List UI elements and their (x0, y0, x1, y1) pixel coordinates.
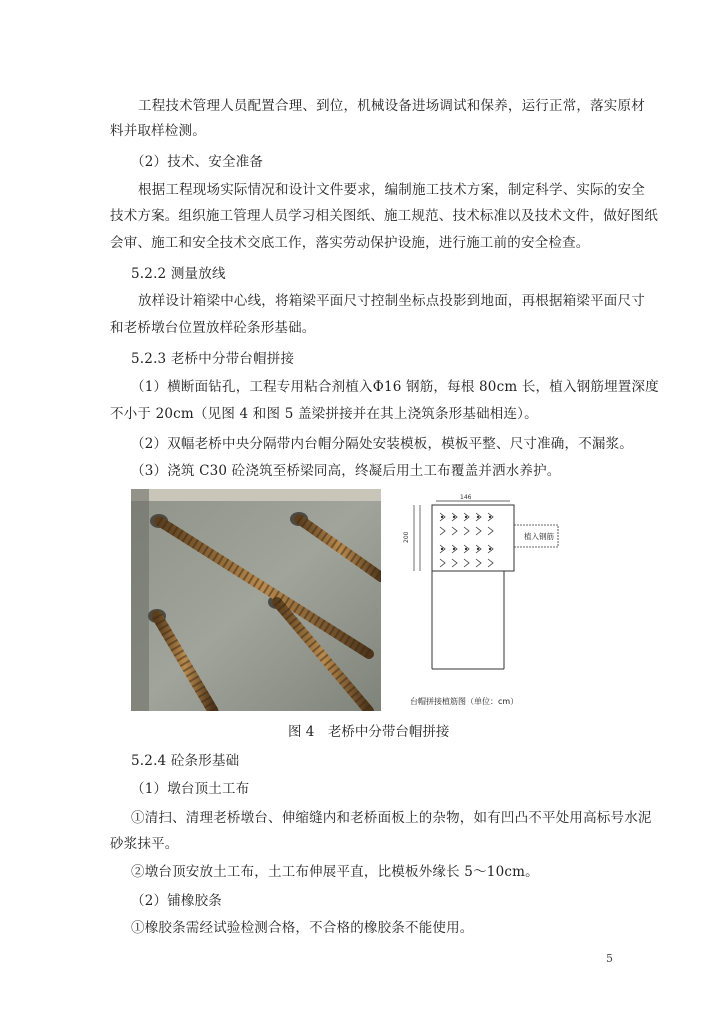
paragraph-line: （3）浇筑 C30 砼浇筑至桥梁同高，终凝后用土工布覆盖并洒水养护。 (131, 463, 561, 479)
section-heading: （1）墩台顶土工布 (131, 781, 250, 797)
section-heading: 5.2.3 老桥中分带台帽拼接 (131, 351, 295, 367)
paragraph-line: 放样设计箱梁中心线，将箱梁平面尺寸控制坐标点投影到地面，再根据箱梁平面尺寸 (138, 293, 645, 309)
section-heading: （2）铺橡胶条 (131, 893, 222, 909)
diagram-dim-side: 200 (403, 531, 410, 543)
figure-caption: 图 4 老桥中分带台帽拼接 (288, 724, 450, 740)
rebar-photo (131, 489, 381, 711)
paragraph-line: 工程技术管理人员配置合理、到位，机械设备进场调试和保养，运行正常，落实原材 (138, 98, 645, 114)
paragraph-line: ①清扫、清理老桥墩台、伸缩缝内和老桥面板上的杂物，如有凹凸不平处用高标号水泥 (131, 810, 652, 826)
paragraph-line: 技术方案。组织施工管理人员学习相关图纸、施工规范、技术标准以及技术文件，做好图纸 (110, 208, 658, 224)
paragraph-line: ②墩台顶安放土工布，土工布伸展平直，比模板外缘长 5～10cm。 (131, 864, 539, 880)
section-heading: 5.2.4 砼条形基础 (131, 753, 240, 769)
paragraph-line: 不小于 20cm（见图 4 和图 5 盖梁拼接并在其上浇筑条形基础相连）。 (110, 406, 538, 422)
section-heading: 5.2.2 测量放线 (131, 266, 226, 282)
paragraph-line: （2）双幅老桥中央分隔带内台帽分隔处安装模板，模板平整、尺寸准确，不漏浆。 (131, 436, 633, 452)
paragraph-line: 和老桥墩台位置放样砼条形基础。 (110, 320, 316, 336)
section-heading: （2）技术、安全准备 (131, 154, 264, 170)
diagram-label: 植入钢筋 (524, 532, 554, 541)
page-number: 5 (606, 952, 613, 965)
paragraph-line: 料并取样检测。 (110, 123, 206, 139)
diagram-dim-top: 146 (460, 494, 472, 501)
paragraph-line: ①橡胶条需经试验检测合格，不合格的橡胶条不能使用。 (131, 920, 474, 936)
rebar-layout-diagram (398, 489, 583, 711)
diagram-caption: 台帽拼接植筋图（单位：cm） (410, 697, 519, 706)
paragraph-line: （1）横断面钻孔，工程专用粘合剂植入Φ16 钢筋，每根 80cm 长，植入钢筋埋置深度 (131, 379, 659, 395)
paragraph-line: 会审、施工和安全技术交底工作，落实劳动保护设施，进行施工前的安全检查。 (110, 235, 590, 251)
paragraph-line: 根据工程现场实际情况和设计文件要求，编制施工技术方案，制定科学、实际的安全 (138, 182, 645, 198)
paragraph-line: 砂浆抹平。 (110, 836, 179, 852)
